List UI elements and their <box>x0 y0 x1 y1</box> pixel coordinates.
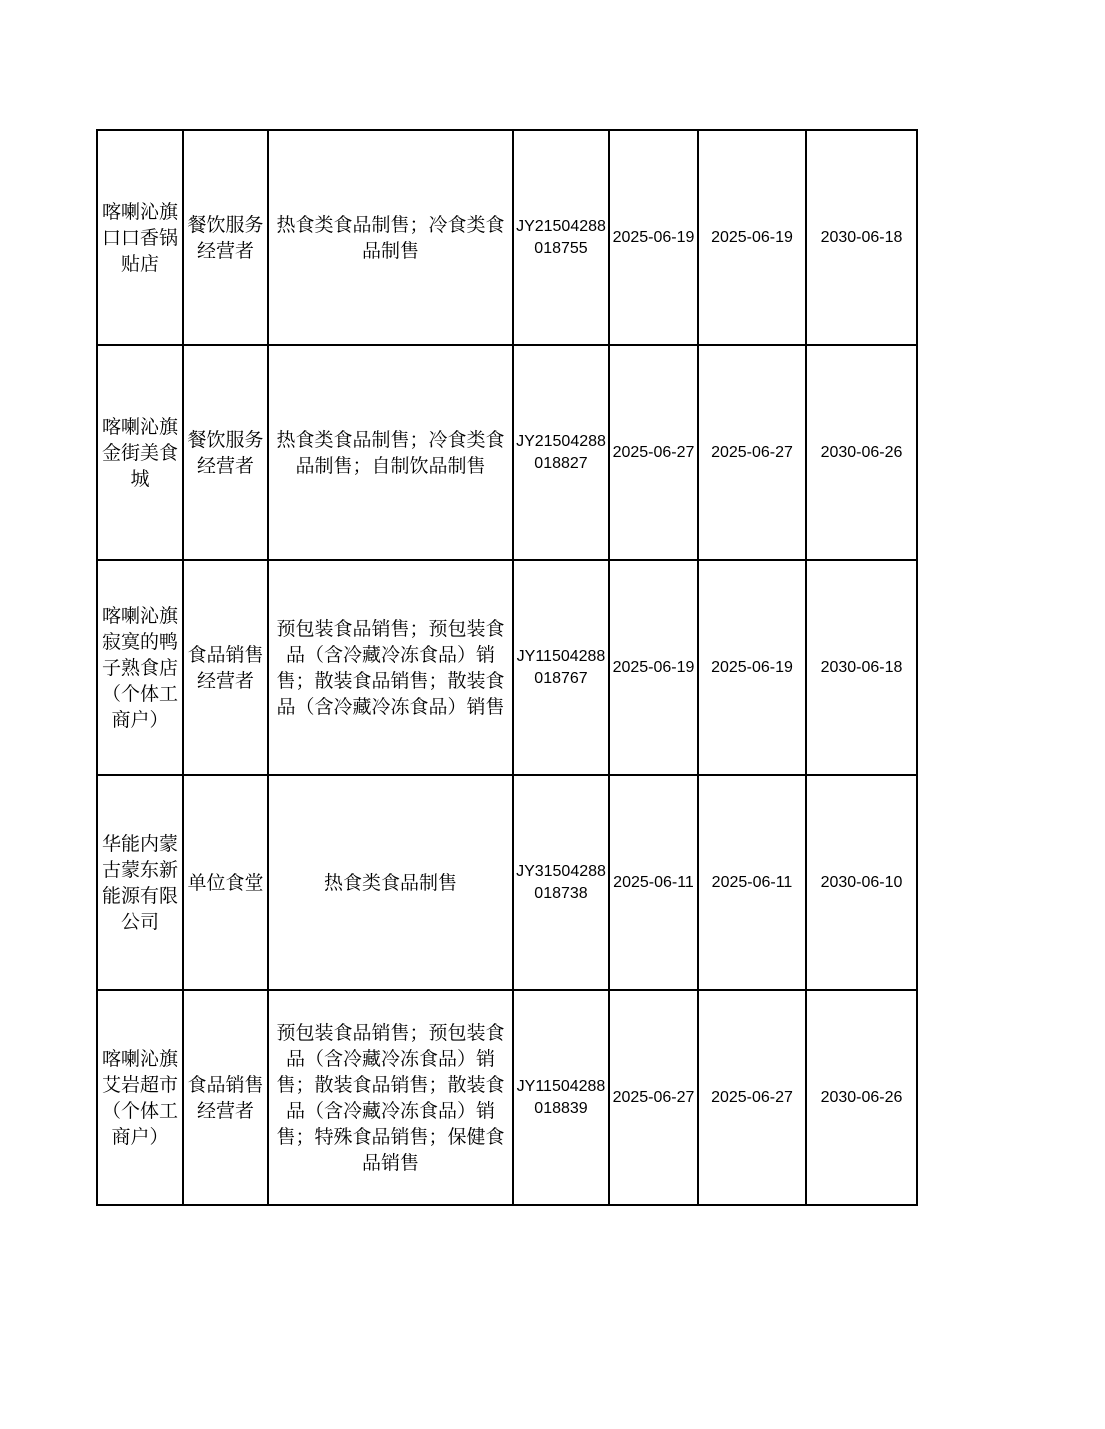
operator-type-cell <box>183 990 268 1205</box>
business-items: 预包装食品销售；预包装食品（含冷藏冷冻食品）销售；散装食品销售；散装食品（含冷藏冷冻食品）销售 <box>276 617 505 718</box>
operator-type: 食品销售经营者 <box>187 643 264 692</box>
license-number: JY21504288018827 <box>516 432 606 472</box>
license-number: JY11504288018839 <box>516 1077 606 1117</box>
operator-type: 单位食堂 <box>187 871 264 894</box>
valid-to: 2030-06-18 <box>820 658 903 676</box>
license-number-cell <box>513 990 609 1205</box>
operator-type: 餐饮服务经营者 <box>187 428 264 477</box>
valid-from: 2025-06-27 <box>711 443 793 461</box>
business-name: 喀喇沁旗艾岩超市（个体工商户） <box>101 1047 178 1148</box>
valid-from-cell <box>698 345 806 560</box>
table-row <box>97 130 917 345</box>
issue-date-cell <box>609 560 698 775</box>
license-number-cell <box>513 130 609 345</box>
valid-to-cell <box>806 345 917 560</box>
table-row <box>97 775 917 990</box>
valid-from-cell <box>698 775 806 990</box>
license-number: JY11504288018767 <box>516 647 606 687</box>
table-row <box>97 560 917 775</box>
valid-from: 2025-06-19 <box>711 228 793 246</box>
license-number-cell <box>513 560 609 775</box>
valid-from-cell <box>698 130 806 345</box>
valid-to: 2030-06-26 <box>820 443 903 461</box>
business-items: 热食类食品制售；冷食类食品制售；自制饮品制售 <box>276 428 505 477</box>
business-items-cell <box>268 130 513 345</box>
business-items: 热食类食品制售 <box>323 871 457 894</box>
license-number: JY31504288018738 <box>516 862 606 902</box>
valid-to-cell <box>806 130 917 345</box>
operator-type-cell <box>183 775 268 990</box>
business-items-cell <box>268 990 513 1205</box>
valid-from: 2025-06-11 <box>711 873 793 891</box>
business-items-cell <box>268 345 513 560</box>
operator-type-cell <box>183 345 268 560</box>
business-name-cell <box>97 775 183 990</box>
valid-to-cell <box>806 560 917 775</box>
license-table-container <box>96 129 918 1206</box>
valid-to: 2030-06-10 <box>820 873 903 891</box>
business-name-cell <box>97 130 183 345</box>
food-license-table <box>96 129 918 1206</box>
valid-from: 2025-06-27 <box>711 1088 793 1106</box>
business-name: 喀喇沁旗口口香锅贴店 <box>101 200 178 275</box>
valid-to: 2030-06-18 <box>820 228 903 246</box>
business-items: 热食类食品制售；冷食类食品制售 <box>276 213 505 262</box>
business-name: 华能内蒙古蒙东新能源有限公司 <box>101 832 178 933</box>
operator-type-cell <box>183 130 268 345</box>
issue-date-cell <box>609 990 698 1205</box>
license-number-cell <box>513 775 609 990</box>
valid-from: 2025-06-19 <box>711 658 793 676</box>
issue-date: 2025-06-11 <box>613 873 694 891</box>
operator-type: 食品销售经营者 <box>187 1073 264 1122</box>
issue-date: 2025-06-19 <box>612 228 695 246</box>
issue-date-cell <box>609 130 698 345</box>
issue-date: 2025-06-27 <box>612 443 695 461</box>
license-number: JY21504288018755 <box>516 217 606 257</box>
business-items: 预包装食品销售；预包装食品（含冷藏冷冻食品）销售；散装食品销售；散装食品（含冷藏冷冻食品）销售；特殊食品销售；保健食品销售 <box>276 1021 505 1174</box>
issue-date: 2025-06-19 <box>612 658 695 676</box>
business-name: 喀喇沁旗寂寞的鸭子熟食店（个体工商户） <box>101 604 178 731</box>
issue-date: 2025-06-27 <box>612 1088 695 1106</box>
business-name-cell <box>97 345 183 560</box>
valid-to-cell <box>806 775 917 990</box>
issue-date-cell <box>609 345 698 560</box>
business-items-cell <box>268 560 513 775</box>
business-name-cell <box>97 560 183 775</box>
valid-to-cell <box>806 990 917 1205</box>
valid-from-cell <box>698 560 806 775</box>
valid-to: 2030-06-26 <box>820 1088 903 1106</box>
business-items-cell <box>268 775 513 990</box>
table-row <box>97 990 917 1205</box>
business-name-cell <box>97 990 183 1205</box>
valid-from-cell <box>698 990 806 1205</box>
operator-type-cell <box>183 560 268 775</box>
operator-type: 餐饮服务经营者 <box>187 213 264 262</box>
business-name: 喀喇沁旗金街美食城 <box>101 415 178 490</box>
table-row <box>97 345 917 560</box>
issue-date-cell <box>609 775 698 990</box>
license-number-cell <box>513 345 609 560</box>
